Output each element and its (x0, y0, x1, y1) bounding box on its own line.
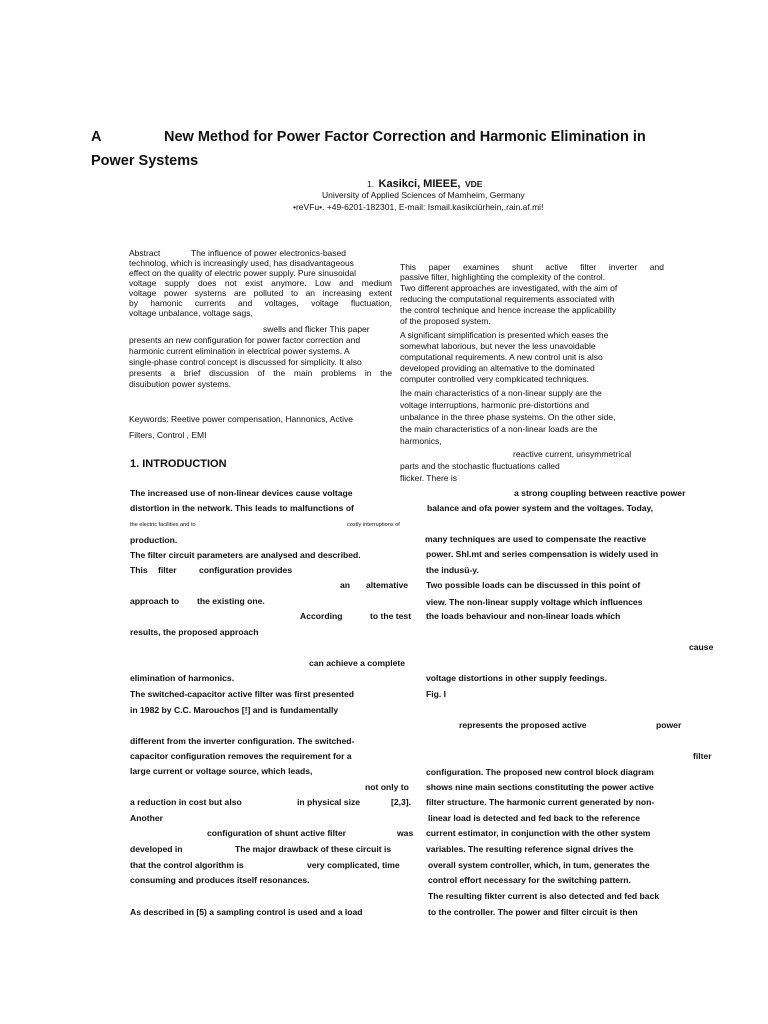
right-body-line: view. The non-linear supply voltage which influences (426, 597, 643, 607)
body-line: to the test (370, 611, 412, 621)
right-body-line: current estimator, in conjunction with the other system (426, 828, 651, 838)
right-top-line: somewhat laborious, but never the less unavoidable (400, 341, 596, 351)
right-top-line: harmonics, (400, 436, 442, 446)
body-line: production. (130, 535, 178, 545)
author-prefix: 1. (367, 179, 375, 189)
body-line: configuration provides (199, 565, 293, 575)
right-top-line: A significant simplification is presented which eases the (400, 330, 609, 340)
abstract-line: single-phase control concept is discussed for simplicity. It also (129, 357, 362, 367)
abstract-line: technolog, which is increasingly used, has disadvantageous (129, 258, 354, 268)
right-body-line: the indusü-y. (426, 565, 479, 575)
right-top-line: Two different approaches are investigated, with the aim of (400, 283, 618, 293)
body-line: configuration of shunt active filter (207, 828, 346, 838)
right-body-line: filter (693, 751, 712, 761)
body-line: approach to (130, 596, 180, 606)
right-body-line: power (656, 720, 682, 730)
body-line: developed in (130, 844, 183, 854)
right-body-line: configuration. The proposed new control block diagram (426, 767, 654, 777)
body-line: that the control algorithm is (130, 860, 244, 870)
body-line: not only to (365, 782, 409, 792)
right-body-line: linear load is detected and fed back to the reference (428, 813, 641, 823)
body-line: [2,3]. (391, 797, 412, 807)
right-top-line: This paper examines shunt active filter inverter and (400, 262, 664, 272)
body-line: the electric facilities and to (130, 522, 196, 528)
abstract-line: voltage unbalance, voltage sags, (129, 308, 253, 318)
body-line: in physical size (297, 797, 361, 807)
author-contact: •reVFu•. +49-6201-182301, E-mail: Ismail.kasikciürhein,.rain.af.mi! (293, 202, 544, 212)
right-body-line: filter structure. The harmonic current generated by non- (426, 797, 655, 807)
title-word-a: A (91, 129, 102, 145)
right-body-line: cause (689, 642, 714, 652)
body-line: the existing one. (197, 596, 265, 606)
body-line: can achieve a complete (309, 658, 406, 668)
right-body-line: a strong coupling between reactive power (514, 488, 686, 498)
body-line: elimination of harmonics. (130, 673, 235, 683)
abstract-line: swells and flicker This paper (263, 324, 370, 334)
abstract-line: disuibution power systems. (129, 379, 232, 389)
title-line1: New Method for Power Factor Correction and Harmonic Elimination in (164, 129, 646, 145)
title-line2: Power Systems (91, 153, 199, 169)
right-body-line: Two possible loads can be discussed in this point of (426, 580, 641, 590)
right-top-line: flicker. There is (400, 473, 458, 483)
keywords-line: Filters, Control , EMI (129, 430, 207, 440)
right-body-line: to the controller. The power and filter circuit is then (428, 907, 638, 917)
body-line: The increased use of non-linear devices cause voltage (130, 488, 353, 498)
right-body-line: represents the proposed active (459, 720, 587, 730)
abstract-line: effect on the quality of electric power supply. Pure sinusoidal (129, 268, 356, 278)
right-top-line: of the proposed system. (400, 316, 491, 326)
abstract-line: presents an new configuration for power factor correction and (129, 335, 361, 345)
body-line: Another (130, 813, 163, 823)
body-line: distortion in the network. This leads to malfunctions of (130, 503, 354, 513)
right-body-line: voltage distortions in other supply feedings. (426, 673, 607, 683)
abstract-label: Abstract (129, 248, 161, 258)
right-top-line: developed providing an altemative to the dominated (400, 363, 595, 373)
abstract-line: harmonic current elimination in electrical power systems. A (129, 346, 350, 356)
right-top-line: reactive current, unsymmetrical (513, 449, 632, 459)
right-body-line: overall system controller, which, in tum, generates the (428, 860, 650, 870)
body-line: As described in [5) a sampling control is used and a load (130, 907, 363, 917)
right-body-line: the loads behaviour and non-linear loads which (426, 611, 621, 621)
right-body-line: Fig. I (426, 689, 447, 699)
body-line: filter (158, 565, 177, 575)
body-line: was (397, 828, 414, 838)
body-line: costly interruptions of (347, 522, 400, 528)
abstract-line: The influence of power electronics-based (191, 248, 346, 258)
abstract-line: presents a brief discussion of the main problems in the (129, 368, 392, 378)
right-body-line: many techniques are used to compensate the reactive (425, 534, 647, 544)
body-line: consuming and produces itself resonances. (130, 875, 310, 885)
right-top-line: the main characteristics of a non-linear loads are the (400, 424, 598, 434)
author-name: Kasikci, MIEEE, (378, 178, 461, 190)
right-top-line: the control technique and hence increase the applicability (400, 305, 616, 315)
body-line: results, the proposed approach (130, 627, 259, 637)
body-line: capacitor configuration removes the requirement for a (130, 751, 352, 761)
body-line: The switched-capacitor active filter was first presented (130, 689, 354, 699)
abstract-line: voltage supply does not exist anymore. Low and medium (129, 278, 392, 288)
body-line: According (300, 611, 343, 621)
body-line: very complicated, time (307, 860, 400, 870)
abstract-line: by hamonic currents and voltages, voltage fluctuation, (129, 298, 392, 308)
body-line: large current or voltage source, which leads, (130, 766, 313, 776)
author-suffix: VDE (464, 179, 483, 189)
right-top-line: passive filter, highlighting the complexity of the control. (400, 272, 606, 282)
body-line: an (340, 580, 351, 590)
right-body-line: shows nine main sections constituting the power active (426, 782, 654, 792)
section-heading-introduction: 1. INTRODUCTION (130, 458, 227, 470)
right-top-line: reducing the computational requirements associated with (400, 294, 615, 304)
right-body-line: balance and ofa power system and the voltages. Today, (427, 503, 654, 513)
body-line: altemative (366, 580, 409, 590)
keywords-line: Keywords: Reetive power compensation, Hannonics, Active (129, 414, 353, 424)
right-top-line: Ihe main characteristics of a non-linear supply are the (400, 388, 602, 398)
body-line: The major drawback of these circuit is (235, 844, 392, 854)
body-line: The filter circuit parameters are analysed and described. (130, 550, 361, 560)
body-line: different from the inverter configuration. The switched- (130, 736, 355, 746)
body-line: This (130, 565, 148, 575)
body-line: in 1982 by C.C. Marouchos [!] and is fundamentally (130, 705, 339, 715)
right-top-line: unbalance in the three phase systems. On the other side, (400, 412, 616, 422)
right-body-line: control effort necessary for the switching pattern. (428, 875, 631, 885)
abstract-line: voltage power systerns are polluted to an increasing extent (129, 288, 392, 298)
right-body-line: variables. The resulting reference signal drives the (426, 844, 634, 854)
right-top-line: voltage interruptions, harmonic pre-distortions and (400, 400, 589, 410)
right-body-line: power. Shl.mt and series compensation is widely used in (426, 549, 659, 559)
author-affiliation: University of Applied Sciences of Mamheim, Germany (322, 190, 525, 200)
right-body-line: The resulting fikter current is also detected and fed back (428, 891, 660, 901)
right-top-line: computational requirements. A new control unit is also (400, 352, 603, 362)
body-line: a reduction in cost but also (130, 797, 242, 807)
right-top-line: parts and the stochastic fluctuations called (400, 461, 560, 471)
right-top-line: computer controlled very compkicated techniques. (400, 374, 589, 384)
